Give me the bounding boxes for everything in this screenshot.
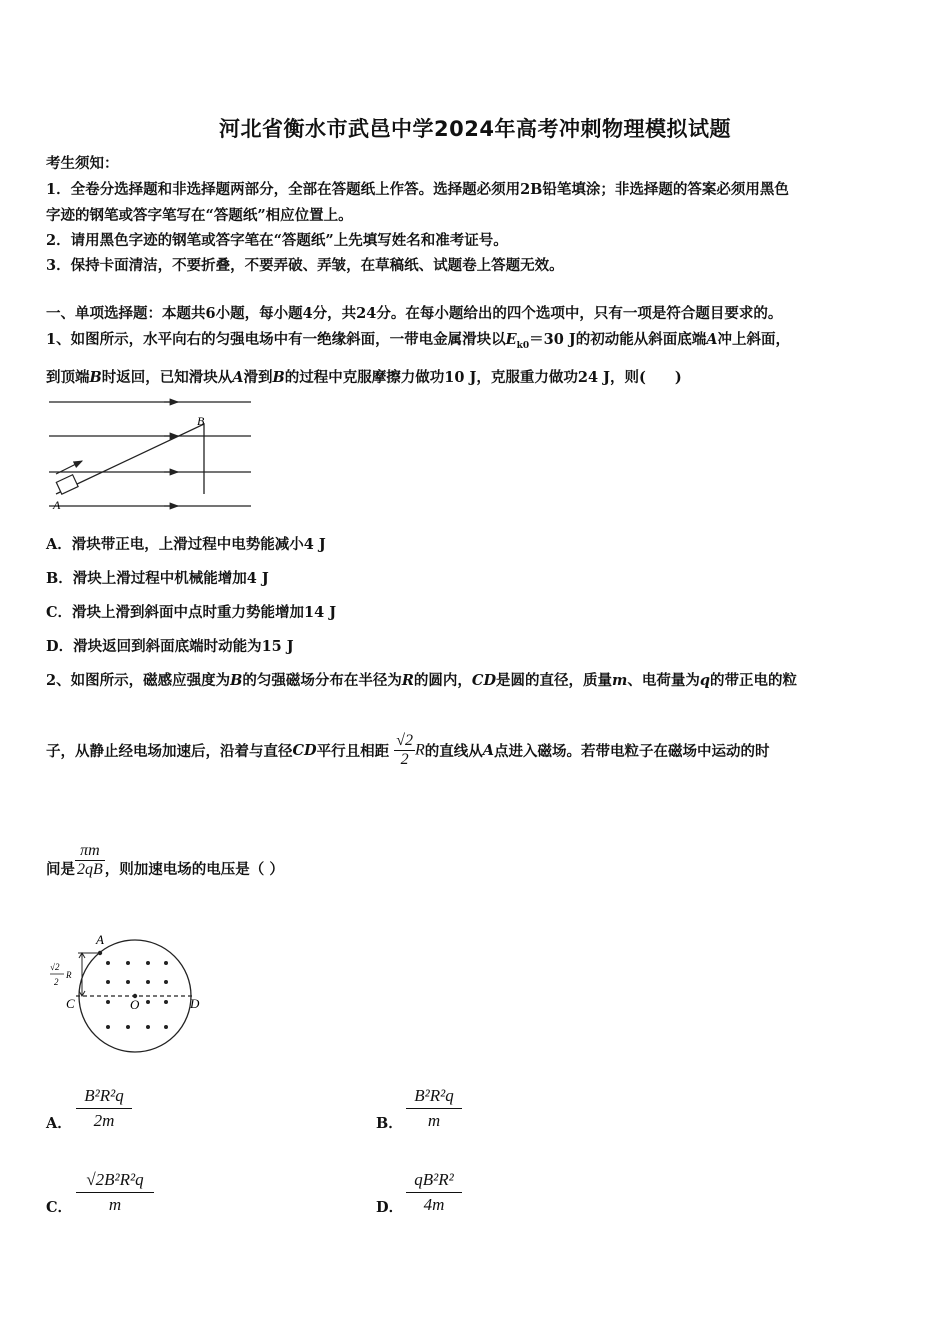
notice-heading: 考生须知：	[46, 155, 119, 172]
q2-option-a-formula: $\frac{\text{B²R²q}}{2m}$	[76, 1086, 132, 1131]
label-A: A	[53, 498, 61, 512]
notice-item-3: 3．保持卡面清洁，不要折叠，不要弄破、弄皱，在草稿纸、试题卷上答题无效。	[46, 257, 564, 274]
page-title: 河北省衡水市武邑中学2024年高考冲刺物理模拟试题	[219, 117, 731, 141]
notice-item-1b: 字迹的钢笔或答字笔写在“答题纸”相应位置上。	[46, 207, 353, 224]
dist-R: R	[66, 970, 72, 980]
q2-stem-line-1: 2、如图所示，磁感应强度为B的匀强磁场分布在半径为R的圆内，CD是圆的直径，质量m、电荷量为q的带正电的粒	[46, 672, 798, 689]
q2-option-d-label: D．	[376, 1199, 404, 1216]
label-O: O	[130, 997, 140, 1012]
q2-option-c-label: C．	[46, 1199, 73, 1216]
label-C: C	[66, 996, 75, 1011]
incline	[56, 424, 204, 494]
dist-num: √2	[50, 962, 60, 972]
q2-stem-line-3: 间是 $\frac{\pi m}{2qB}$ ，则加速电场的电压是（ ）	[46, 842, 284, 878]
field-dots	[106, 961, 168, 1029]
q1-option-d: D．滑块返回到斜面底端时动能为15 J	[46, 638, 294, 655]
q1-stem-line-2: 到顶端B时返回，已知滑块从A滑到B的过程中克服摩擦力做功10 J，克服重力做功24 J，则( )	[46, 369, 682, 386]
time-fraction: $\frac{\pi m}{2qB}$	[77, 842, 103, 878]
q2-option-b-formula: $\frac{\text{B²R²q}}{m}$	[406, 1086, 462, 1131]
q2-option-b-label: B．	[376, 1115, 403, 1132]
q2-option-c-formula: $\frac{\text{√2B²R²q}}{m}$	[76, 1170, 154, 1215]
dist-den: 2	[54, 977, 59, 987]
q2-option-a-label: A．	[46, 1115, 72, 1132]
label-A: A	[96, 932, 104, 947]
q1-option-b: B．滑块上滑过程中机械能增加4 J	[46, 570, 269, 587]
notice-item-1a: 1．全卷分选择题和非选择题两部分，全部在答题纸上作答。选择题必须用2B铅笔填涂；非选择题的答案必须用黑色	[46, 181, 789, 198]
label-D: D	[190, 996, 200, 1011]
slider-block	[56, 475, 78, 494]
q1-option-c: C．滑块上滑到斜面中点时重力势能增加14 J	[46, 604, 337, 621]
incline-electric-field-figure	[44, 394, 256, 512]
section-heading: 一、单项选择题：本题共6小题，每小题4分，共24分。在每小题给出的四个选项中，只有一项是符合题目要求的。	[46, 305, 783, 322]
label-B: B	[197, 414, 205, 428]
distance-fraction: $\frac{√2}{2}$	[396, 732, 413, 768]
point-A	[98, 951, 102, 955]
q1-stem-line-1: 1、如图所示，水平向右的匀强电场中有一绝缘斜面，一带电金属滑块以$E_{k0}=30$ J的初动能从斜面底端A冲上斜面，	[46, 331, 791, 351]
q2-option-d-formula: $\frac{\text{qB²R²}}{4m}$	[406, 1170, 462, 1215]
q2-stem-line-2: 子，从静止经电场加速后，沿着与直径CD平行且相距 $\frac{√2}{2}$ R的直线从A点进入磁场。若带电粒子在磁场中运动的时	[46, 732, 770, 768]
q1-option-a: A．滑块带正电，上滑过程中电势能减小4 J	[46, 536, 326, 553]
notice-item-2: 2．请用黑色字迹的钢笔或答字笔在“答题纸”上先填写姓名和准考证号。	[46, 232, 508, 249]
magnetic-field-circle-figure	[46, 928, 206, 1056]
